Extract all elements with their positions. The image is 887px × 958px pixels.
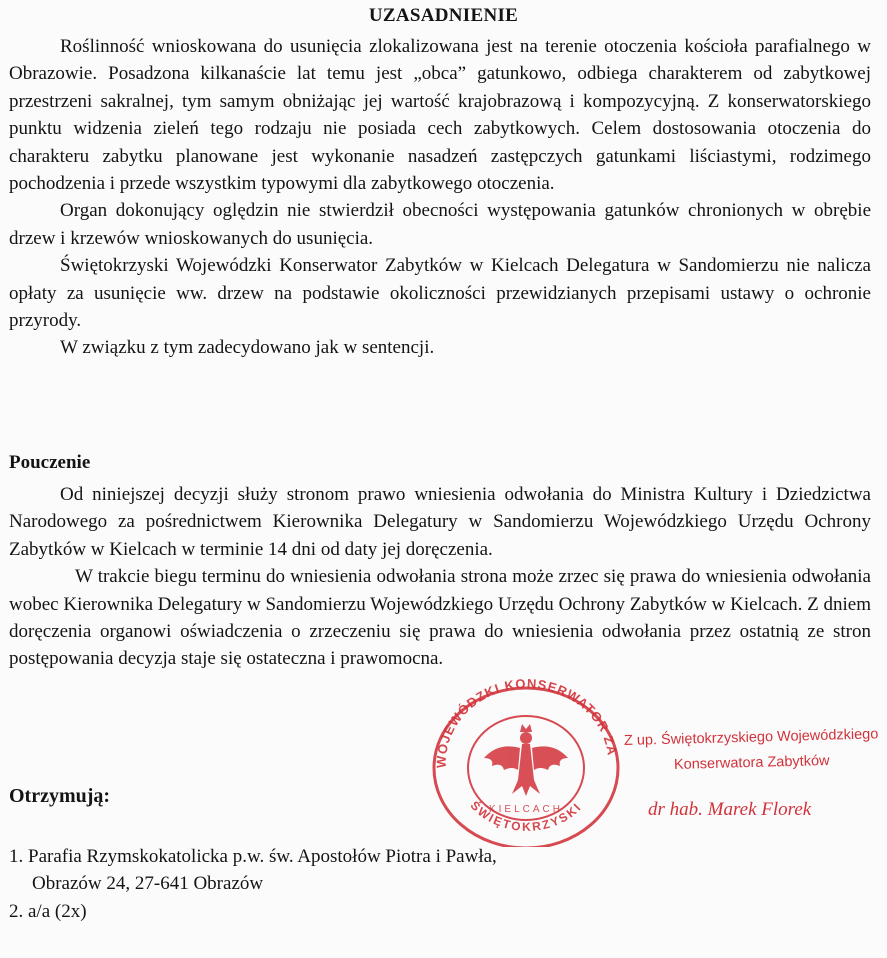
seal-graphic bbox=[418, 672, 634, 847]
official-seal-stamp bbox=[418, 672, 634, 847]
signature-office-line: Konserwatora Zabytków bbox=[673, 752, 830, 773]
recipients-heading: Otrzymują: bbox=[9, 785, 111, 807]
recipients-list bbox=[9, 843, 709, 925]
justification-paragraph-2: Organ dokonujący oględzin nie stwierdził obecności występowania gatunków chronionych w obrębie drzew i krzewów wnioskowanych do usunięcia. bbox=[9, 200, 871, 249]
svg-text:WOJEWÓDZKI KONSERWATOR ZABYTKÓ: WOJEWÓDZKI KONSERWATOR ZA bbox=[433, 675, 620, 769]
signature-block bbox=[623, 726, 886, 833]
recipient-item-1-address: Obrazów 24, 27-641 Obrazów bbox=[32, 873, 264, 895]
document-title: UZASADNIENIE bbox=[368, 5, 519, 26]
justification-paragraph-4: W związku z tym zadecydowano jak w sentencji. bbox=[60, 337, 435, 359]
pouczenie-heading: Pouczenie bbox=[9, 452, 91, 473]
justification-section bbox=[9, 33, 871, 362]
signatory-name: dr hab. Marek Florek bbox=[648, 799, 812, 820]
justification-paragraph-1: Roślinność wnioskowana do usunięcia zlokalizowana jest na terenie otoczenia kościoła parafialnego w Obrazowie. Posadzona kilkanaście lat temu jest „obca” gatunkowo, odbiega charakterem od zabytkowej przestrzeni sakralnej, tym samym obniżając jej wartość krajobrazową i kompozycyjną. Z konserwatorskiego punktu widzenia zieleń tego rodzaju nie posiada cech zabytkowych. Celem dostosowania otoczenia do charakteru zabytku planowane jest wykonanie nasadzeń zastępczych gatunkami liściastymi, rodzimego pochodzenia i przede wszystkim typowymi dla zabytkowego otoczenia. bbox=[9, 36, 871, 195]
pouczenie-paragraph-2: W trakcie biegu terminu do wniesienia odwołania strona może zrzec się prawa do wniesienia odwołania wobec Kierownika Delegatury w Sandomierzu Wojewódzkiego Urzędu Ochrony Zabytków w Kielcach. Z dniem doręczenia organowi oświadczenia o zrzeczeniu się prawa do wniesienia odwołania przez ostatnią ze stron postępowania decyzja staje się ostateczna i prawomocna. bbox=[9, 566, 871, 670]
recipient-item-1: 1. Parafia Rzymskokatolicka p.w. św. Apostołów Piotra i Pawła, bbox=[9, 846, 497, 867]
recipient-item-2: 2. a/a (2x) bbox=[9, 900, 87, 922]
eagle-emblem-icon bbox=[484, 724, 568, 796]
signature-authorization-line: Z up. Świętokrzyskiego Wojewódzkiego bbox=[623, 726, 879, 749]
pouczenie-section bbox=[9, 481, 871, 673]
svg-text:KIELCACH: KIELCACH bbox=[488, 804, 564, 815]
justification-paragraph-3: Świętokrzyski Wojewódzki Konserwator Zabytków w Kielcach Delegatura w Sandomierzu nie nalicza opłaty za usunięcie ww. drzew na podstawie okoliczności przewidzianych przepisami ustawy o ochronie przyrody. bbox=[9, 255, 871, 332]
pouczenie-paragraph-1: Od niniejszej decyzji służy stronom prawo wniesienia odwołania do Ministra Kultury i Dziedzictwa Narodowego za pośrednictwem Kierownika Delegatury w Sandomierzu Wojewódzkiego Urzędu Ochrony Zabytków w Kielcach w terminie 14 dni od daty jej doręczenia. bbox=[9, 484, 871, 560]
svg-text:ŚWIĘTOKRZYSKI: ŚWIĘTOKRZYSKI bbox=[467, 798, 585, 834]
